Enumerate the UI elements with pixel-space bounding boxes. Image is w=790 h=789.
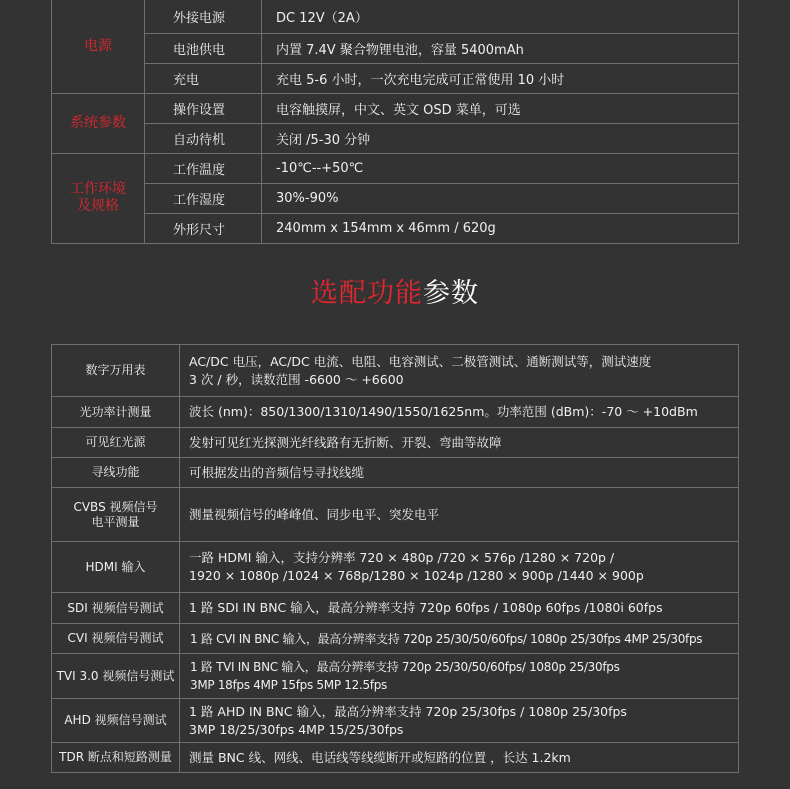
function-desc: 测量视频信号的峰峰值、同步电平、突发电平 [180,488,739,542]
spec-value: -10℃--+50℃ [262,153,739,183]
name-line: CVBS 视频信号 [73,499,158,514]
category-power: 电源 [52,0,145,93]
function-row [52,699,739,743]
function-row [52,654,739,699]
desc-line: 3MP 18fps 4MP 15fps 5MP 12.5fps [190,678,387,692]
desc-line: 一路 HDMI 输入，支持分辨率 720 × 480p /720 × 576p /1280 × 720p / [189,550,615,565]
spec-value: 充电 5-6 小时，一次充电完成可正常使用 10 小时 [262,63,739,93]
desc-line: 1 路 TVI IN BNC 输入，最高分辨率支持 720p 25/30/50/60fps/ 1080p 25/30fps [190,660,620,674]
function-desc: 测量 BNC 线、网线、电话线等线缆断开或短路的位置 ，长达 1.2km [180,743,739,773]
spec-value: 240mm x 154mm x 46mm / 620g [262,213,739,243]
function-desc: 波长 (nm)：850/1300/1310/1490/1550/1625nm。功率范围 (dBm)：-70 ～ +10dBm [180,397,739,428]
desc-line: AC/DC 电压，AC/DC 电流、电阻、电容测试、二极管测试、通断测试等，测试速度 [189,353,652,369]
desc-line: 3MP 18/25/30fps 4MP 15/25/30fps [189,721,404,737]
category-environment [52,153,145,243]
function-row [52,458,739,488]
category-line: 工作环境 [70,181,126,197]
spec-value: 电容触摸屏，中文、英文 OSD 菜单，可选 [262,93,739,123]
function-name: AHD 视频信号测试 [52,699,180,743]
function-name [52,488,180,542]
spec-label: 电池供电 [145,33,262,63]
function-name: 光功率计测量 [52,397,180,428]
function-row [52,345,739,397]
function-desc [180,542,739,593]
spec-label: 外形尺寸 [145,213,262,243]
desc-line: 3 次 / 秒，读数范围 -6600 ～ +6600 [189,371,404,387]
spec-table [51,0,739,244]
function-name: TDR 断点和短路测量 [52,743,180,773]
spec-row [52,33,739,63]
spec-label: 充电 [145,63,262,93]
function-row [52,542,739,593]
desc-line: 1920 × 1080p /1024 × 768p/1280 × 1024p /1280 × 900p /1440 × 900p [189,568,644,583]
function-desc: 可根据发出的音频信号寻找线缆 [180,458,739,488]
spec-value: 关闭 /5-30 分钟 [262,123,739,153]
function-desc: 1 路 CVI IN BNC 输入，最高分辨率支持 720p 25/30/50/60fps/ 1080p 25/30fps 4MP 25/30fps [180,624,739,654]
function-row [52,624,739,654]
spec-row [52,93,739,123]
function-name: 寻线功能 [52,458,180,488]
function-desc: 发射可见红光探测光纤线路有无折断、开裂、弯曲等故障 [180,428,739,458]
spec-label: 工作温度 [145,153,262,183]
heading-white-part: 参数 [423,278,479,309]
heading-red-part: 选配功能 [311,278,423,309]
function-name: TVI 3.0 视频信号测试 [52,654,180,699]
name-line: 电平测量 [91,514,140,529]
function-name: CVI 视频信号测试 [52,624,180,654]
function-name: 数字万用表 [52,345,180,397]
spec-row [52,63,739,93]
function-row [52,488,739,542]
spec-label: 操作设置 [145,93,262,123]
spec-row [52,0,739,33]
spec-value: 内置 7.4V 聚合物锂电池，容量 5400mAh [262,33,739,63]
spec-value: DC 12V（2A） [262,0,739,33]
desc-line: 1 路 AHD IN BNC 输入，最高分辨率支持 720p 25/30fps / 1080p 25/30fps [189,703,627,719]
category-system: 系统参数 [52,93,145,153]
function-desc [180,654,739,699]
function-row [52,428,739,458]
function-name: 可见红光源 [52,428,180,458]
function-row [52,397,739,428]
function-row [52,743,739,773]
spec-label: 自动待机 [145,123,262,153]
function-table [51,344,739,773]
spec-row [52,213,739,243]
function-name: HDMI 输入 [52,542,180,593]
function-desc [180,345,739,397]
function-row [52,593,739,624]
spec-row [52,183,739,213]
spec-row [52,153,739,183]
spec-row [52,123,739,153]
section-heading [0,271,790,310]
function-desc: 1 路 SDI IN BNC 输入，最高分辨率支持 720p 60fps / 1080p 60fps /1080i 60fps [180,593,739,624]
category-line: 及规格 [77,198,119,214]
spec-value: 30%-90% [262,183,739,213]
function-name: SDI 视频信号测试 [52,593,180,624]
spec-label: 工作湿度 [145,183,262,213]
spec-label: 外接电源 [145,0,262,33]
function-desc [180,699,739,743]
